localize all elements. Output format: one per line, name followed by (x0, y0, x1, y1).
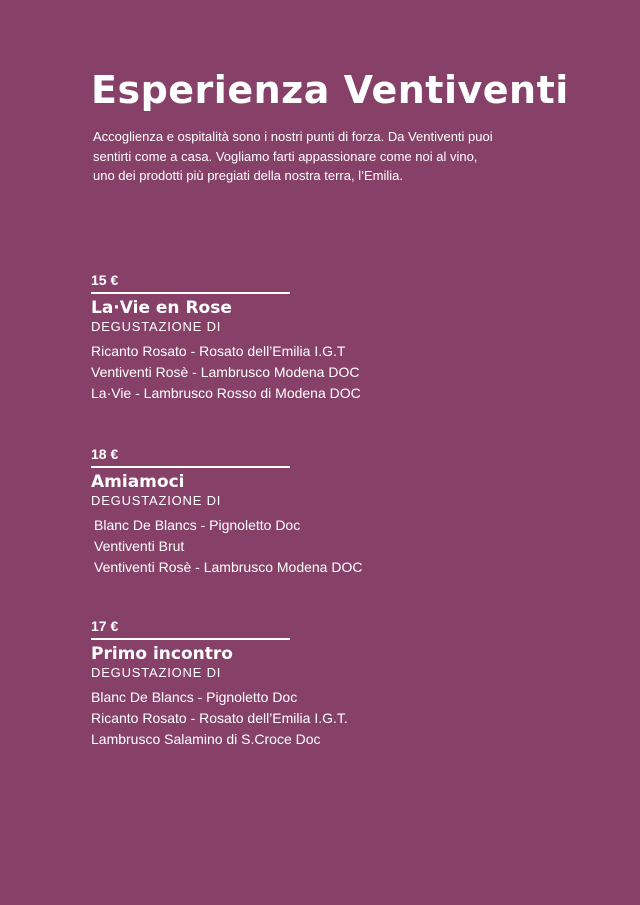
intro-line: uno dei prodotti più pregiati della nostra terra, l’Emilia. (93, 168, 404, 183)
wine-item: Ventiventi Rosè - Lambrusco Modena DOC (94, 559, 363, 575)
wine-item: Ventiventi Brut (94, 538, 185, 554)
divider (91, 638, 290, 640)
tasting-name: Amiamoci (91, 472, 185, 492)
wine-item: Ricanto Rosato - Rosato dell’Emilia I.G.T (91, 343, 346, 359)
intro-paragraph (93, 127, 553, 186)
tasting-price: 17 € (91, 618, 119, 634)
tasting-la-vie-en-rose (91, 271, 491, 404)
tasting-subtitle: DEGUSTAZIONE DI (91, 493, 222, 508)
tasting-name: La·Vie en Rose (91, 298, 232, 318)
divider (91, 466, 290, 468)
tasting-subtitle: DEGUSTAZIONE DI (91, 665, 222, 680)
wine-item: Blanc De Blancs - Pignoletto Doc (94, 517, 301, 533)
tasting-subtitle: DEGUSTAZIONE DI (91, 319, 222, 334)
tasting-price: 18 € (91, 446, 119, 462)
wine-item: Lambrusco Salamino di S.Croce Doc (91, 731, 321, 747)
tasting-primo-incontro (91, 617, 491, 750)
wine-item: Blanc De Blancs - Pignoletto Doc (91, 689, 298, 705)
wine-list (91, 341, 491, 404)
intro-line: Accoglienza e ospitalità sono i nostri punti di forza. Da Ventiventi puoi (93, 129, 493, 144)
tasting-price: 15 € (91, 272, 119, 288)
tasting-name: Primo incontro (91, 644, 233, 664)
wine-list (91, 515, 491, 578)
intro-line: sentirti come a casa. Vogliamo farti appassionare come noi al vino, (93, 148, 478, 164)
wine-list (91, 687, 491, 750)
wine-item: Ricanto Rosato - Rosato dell’Emilia I.G.T. (91, 710, 348, 726)
tasting-amiamoci (91, 445, 491, 578)
wine-item: Ventiventi Rosè - Lambrusco Modena DOC (91, 364, 360, 380)
divider (91, 292, 290, 294)
page-title: Esperienza Ventiventi (91, 68, 569, 112)
wine-item: La·Vie - Lambrusco Rosso di Modena DOC (91, 385, 361, 401)
